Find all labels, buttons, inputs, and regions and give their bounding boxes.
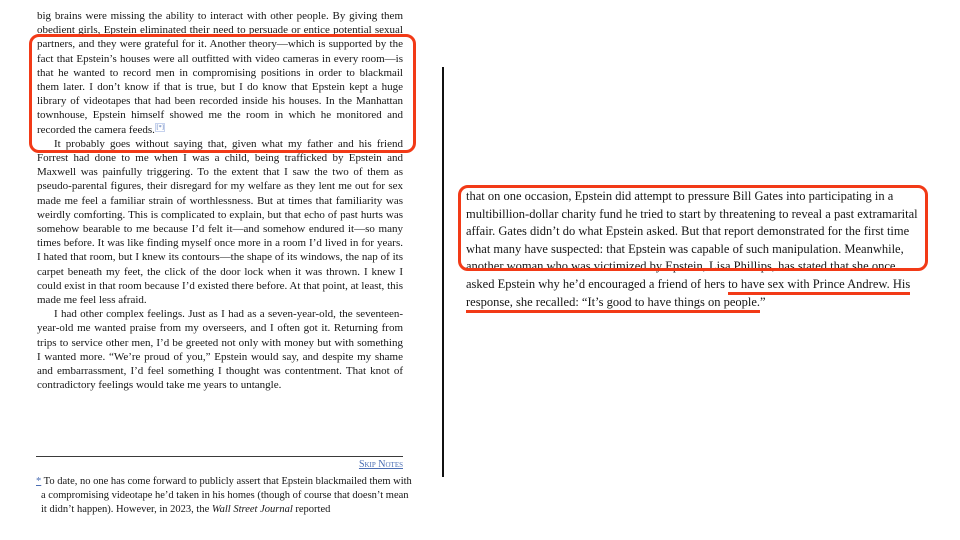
italic-publication-name: Wall Street Journal xyxy=(211,503,293,515)
left-page-body xyxy=(37,9,403,392)
text-segment: ” xyxy=(760,294,766,309)
text-segment: I had other complex feelings. Just as I had as a seven-year-old, the seventeen-year-old me wanted praise from my overseers, and I often got it. Returning from trips to service other men, I’d be greeted not only with money but with something I wanted more. “We’re proud of you,” Epstein would say, and despite my shame and embarrassment, I’d feel something I thought was contentment. That knot of contradictory feelings would take me years to untangle. xyxy=(37,308,403,392)
footnote-divider-rule xyxy=(36,456,403,457)
text-segment: big brains were missing the ability to interact with other people. By giving them obedient girls, Epstein eliminated their need to persuade or entice potential sexual partners, and they were grateful for it. Another theory—which is supported by the fact that Epstein’s houses were all outfitted with video cameras in every room—is that he wanted to record men in compromising positions in order to blackmail them later. I don’t know if that is true, but I do know that Epstein kept a huge library of videotapes that had been recorded inside his houses. In the Manhattan townhouse, Epstein himself showed me the room in which he monitored and recorded the camera feeds. xyxy=(37,10,403,136)
text-segment: reported xyxy=(292,503,331,515)
text-segment: To date, no one has come forward to publicly assert that Epstein blackmailed them with a compromising videotape he’d taken in his homes (though of course that doesn’t mean it didn’t happen). However, in 2023, the xyxy=(41,476,412,515)
para-triggering xyxy=(37,137,403,307)
text-segment: that on one occasion, Epstein did attempt to pressure Bill Gates into participating in a multibillion-dollar charity fund he tried to start by threatening to reveal a past extramarital affair. Gates didn’t do what Epstein asked. But that report demonstrated for the first time what many have suspected: that Epstein was capable of such manipulation. Meanwhile, another woman who was victimized by Epstein, Lisa Phillips, has stated that she once asked Epstein why he’d encouraged a friend of hers xyxy=(466,189,918,291)
para-complex-feelings xyxy=(37,307,403,392)
footnote-asterisk-link[interactable]: * xyxy=(36,476,42,487)
footnote-text xyxy=(36,475,415,517)
page-divider xyxy=(442,67,444,477)
para-blackmail-theory xyxy=(37,9,403,137)
right-page-body xyxy=(466,188,924,311)
red-underlined-text: to have sex with Prince Andrew. His response, she recalled: “It’s good to have things on people. xyxy=(466,277,910,313)
text-segment: It probably goes without saying that, given what my father and his friend Forrest had done to me when I was a child, being trafficked by Epstein and Maxwell was painfully triggering. To the extent that I saw the two of them as pseudo-parental figures, their disregard for my welfare as they lent me out for sex made me feel a familiar strain of worthlessness. But at times that familiarity was weirdly comforting. This is complicated to explain, but that echo of past hurts was somehow bearable to me because I’d felt it—and somehow endured it—so many times before. It was like finding myself once more in a room I’d lived in for years. I hated that room, but I knew its contours—the shape of its windows, the nap of its carpet beneath my feet, the click of the door lock when it was thrown. I knew I could exist in that room because I’d existed there before. At that point, at least, this made me feel less afraid. xyxy=(37,137,403,307)
footnote-marker-link[interactable]: [*] xyxy=(156,124,164,132)
skip-notes-link[interactable]: Skip Notes xyxy=(358,459,403,470)
